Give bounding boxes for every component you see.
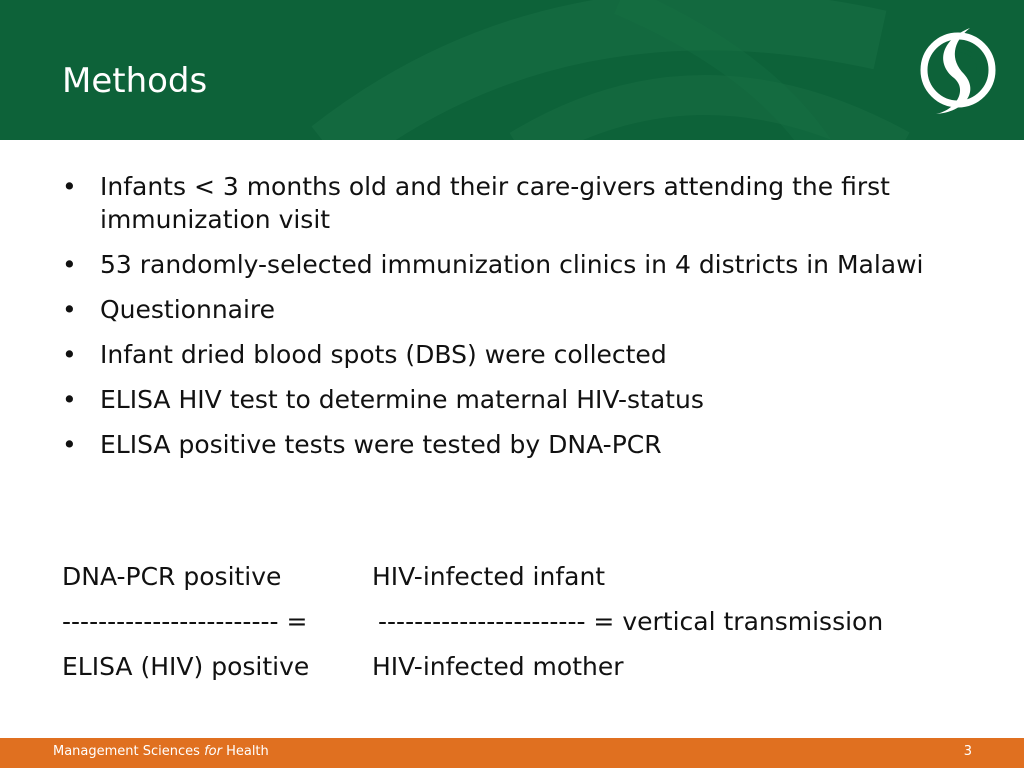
bullet-text: ELISA positive tests were tested by DNA-PCR — [100, 430, 662, 459]
bullet-item — [62, 428, 982, 461]
msh-leaf-logo-icon — [910, 20, 1006, 116]
formula-divider-left: ------------------------ = — [62, 607, 308, 636]
bullet-item — [62, 248, 982, 281]
bullet-item — [62, 338, 982, 371]
bullet-text: Infants < 3 months old and their care-givers attending the first immunization visit — [100, 172, 890, 234]
bullet-item — [62, 170, 982, 236]
footer-organization — [53, 744, 269, 759]
bullet-marker: • — [62, 340, 77, 369]
bullet-marker: • — [62, 385, 77, 414]
formula-denominator-right: HIV-infected mother — [372, 652, 624, 681]
bullet-marker: • — [62, 295, 77, 324]
formula-denominator-left: ELISA (HIV) positive — [62, 652, 310, 681]
page-number: 3 — [963, 744, 972, 759]
slide-header — [0, 0, 1024, 140]
formula-divider-right: ----------------------- = vertical transmission — [378, 607, 884, 636]
bullet-list — [62, 170, 982, 461]
bullet-text: Infant dried blood spots (DBS) were collected — [100, 340, 667, 369]
footer-org-italic: for — [204, 744, 222, 759]
footer-org-after: Health — [221, 744, 269, 759]
formula-numerator-right: HIV-infected infant — [372, 562, 606, 591]
bullet-marker: • — [62, 172, 77, 201]
bullet-text: 53 randomly-selected immunization clinics in 4 districts in Malawi — [100, 250, 924, 279]
bullet-text: Questionnaire — [100, 295, 276, 324]
slide-footer — [0, 738, 1024, 768]
formula-numerator-left: DNA-PCR positive — [62, 562, 282, 591]
bullet-marker: • — [62, 250, 77, 279]
bullet-item — [62, 383, 982, 416]
footer-org-before: Management Sciences — [53, 744, 205, 759]
bullet-text: ELISA HIV test to determine maternal HIV-status — [100, 385, 704, 414]
slide-body — [62, 170, 982, 473]
slide-title: Methods — [62, 61, 208, 101]
bullet-marker: • — [62, 430, 77, 459]
bullet-item — [62, 293, 982, 326]
